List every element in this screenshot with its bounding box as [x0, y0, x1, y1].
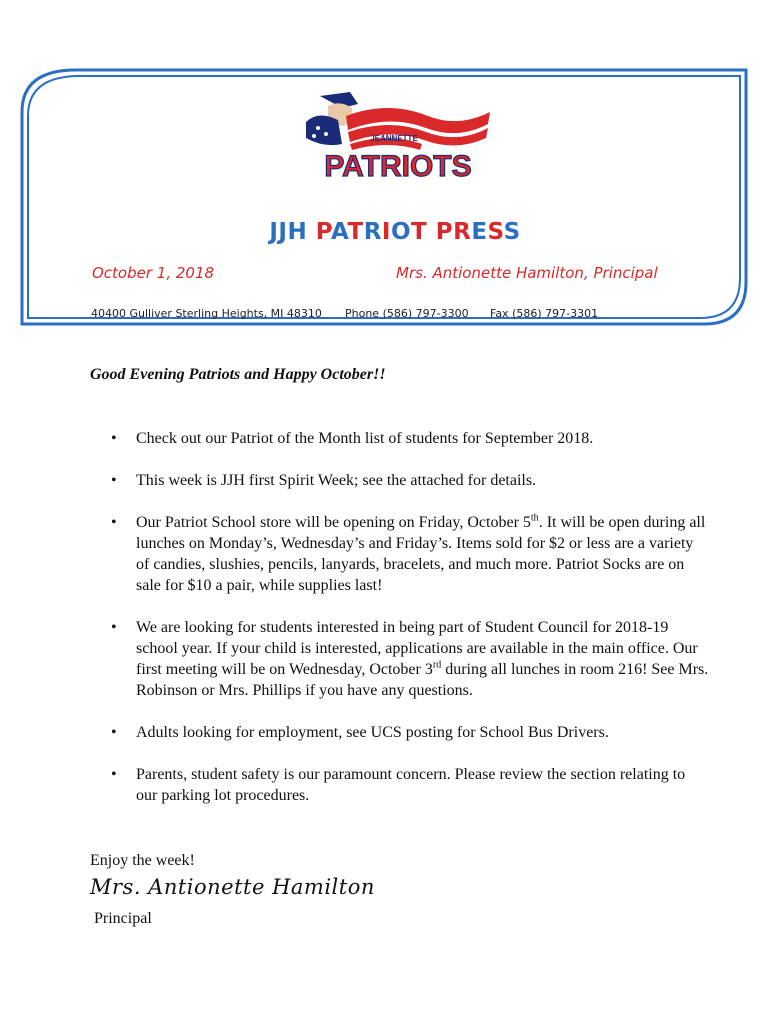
announcement-item: • Adults looking for employment, see UCS posting for School Bus Drivers.	[109, 722, 709, 743]
principal-line: Mrs. Antionette Hamilton, Principal	[396, 264, 658, 282]
greeting: Good Evening Patriots and Happy October!!	[90, 366, 386, 383]
school-phone: Phone (586) 797-3300	[345, 307, 469, 320]
issue-date: October 1, 2018	[92, 264, 215, 282]
principal-signature: Mrs. Antionette Hamilton	[90, 875, 375, 899]
logo-patriots-text: PATRIOTS	[324, 150, 472, 183]
announcement-item: • Our Patriot School store will be opening on Friday, October 5th. It will be open during all lunches on Monday’s, Wednesday’s and Friday’s. Items sold for $2 or less are a variety of candies, slushies, pencils, lanyards, bracelets, and much more. Patriot Socks are on sale for $10 a pair, while supplies last!	[109, 512, 709, 596]
newsletter-title-text: JJH PATRIOT PRESS	[269, 219, 521, 245]
announcement-item: • Parents, student safety is our paramount concern. Please review the section relating to our parking lot procedures.	[109, 764, 709, 806]
announcement-item: • This week is JJH first Spirit Week; see the attached for details.	[109, 470, 709, 491]
patriots-logo	[298, 90, 494, 200]
newsletter-title	[0, 219, 770, 245]
announcement-item: • Check out our Patriot of the Month list of students for September 2018.	[109, 428, 709, 449]
closing-line: Enjoy the week!	[90, 852, 195, 869]
school-fax: Fax (586) 797-3301	[490, 307, 599, 320]
announcement-item: • We are looking for students interested in being part of Student Council for 2018-19 school year. If your child is interested, applications are available in the main office. Our first meeting will be on Wednesday, October 3rd during all lunches in room 216! See Mrs. Robinson or Mrs. Phillips if you have any questions.	[109, 617, 709, 701]
announcement-list	[109, 428, 709, 827]
school-address: 40400 Gulliver Sterling Heights, MI 48310	[91, 307, 322, 320]
signature-title: Principal	[94, 910, 152, 927]
logo-jeannette-text: JEANNETTE	[370, 134, 418, 143]
